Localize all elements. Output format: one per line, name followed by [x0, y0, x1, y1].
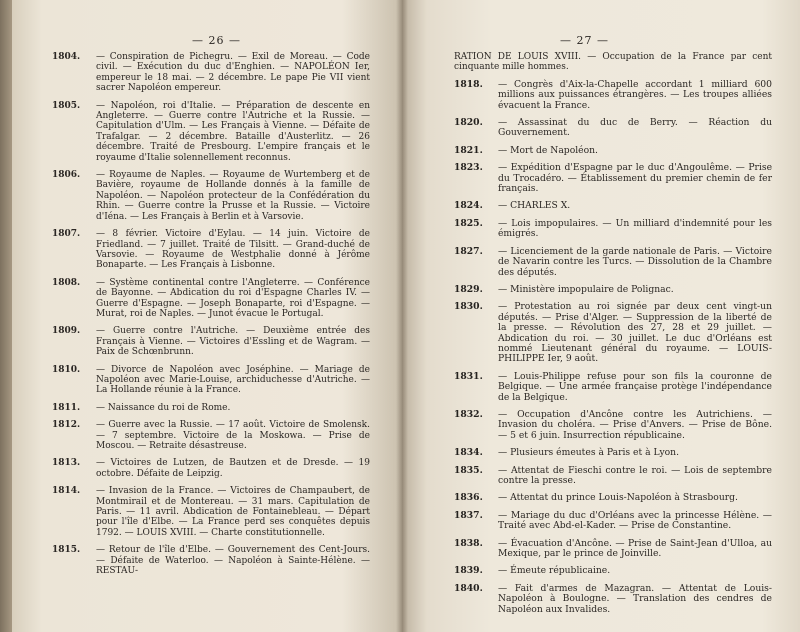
entry-year: 1840.	[454, 582, 483, 594]
entry-text: — Assassinat du duc de Berry. — Réaction du Gouvernement.	[498, 117, 772, 139]
timeline-entry	[454, 302, 772, 364]
timeline-entry	[52, 420, 370, 451]
entry-year: 1807.	[52, 229, 81, 240]
entry-text: — Attentat de Fieschi contre le roi. — Lois de septembre contre la presse.	[498, 464, 772, 486]
entry-text: — CHARLES X.	[498, 200, 571, 212]
entry-text: — Ministère impopulaire de Polignac.	[498, 283, 674, 295]
entry-year: 1809.	[52, 326, 81, 337]
entry-year: 1837.	[454, 509, 483, 521]
timeline-entry	[454, 247, 772, 278]
timeline-entry	[52, 326, 370, 357]
entry-year: 1810.	[52, 364, 81, 375]
entry-year: 1815.	[52, 545, 81, 556]
entry-text: — Mort de Napoléon.	[498, 144, 598, 156]
timeline-entry	[454, 584, 772, 615]
timeline-entry	[52, 458, 370, 479]
entry-text: — Victoires de Lutzen, de Bautzen et de Dresde. — 19 octobre. Défaite de Leipzig.	[96, 458, 370, 479]
entry-year: 1818.	[454, 78, 483, 90]
entry-year: 1806.	[52, 170, 81, 181]
entry-text: — Système continental contre l'Angleterre. — Conférence de Bayonne. — Abdication du roi d'Espagne Charles IV. — Guerre d'Espagne. — Joseph Bonaparte, roi d'Espagne. — Murat, roi de Naples. — Junot évacue le Portugal.	[96, 277, 370, 319]
timeline-entry	[52, 101, 370, 163]
entry-year: 1835.	[454, 464, 483, 476]
entry-list	[52, 52, 370, 583]
entry-text: — Conspiration de Pichegru. — Exil de Moreau. — Code civil. — Exécution du duc d'Enghien. — NAPOLÉON Ier, empereur le 18 mai. — 2 décembre. Le pape Pie VII vient sacrer Napoléon empereur.	[96, 52, 370, 94]
entry-text: — Licenciement de la garde nationale de Paris. — Victoire de Navarin contre les Turcs. — Dissolution de la Chambre des députés.	[498, 245, 772, 278]
timeline-entry	[52, 229, 370, 271]
entry-year: 1811.	[52, 402, 81, 413]
entry-text: — Retour de l'île d'Elbe. — Gouvernement des Cent-Jours. — Défaite de Waterloo. — Napoléon à Sainte-Hélène. — RESTAU-	[96, 545, 370, 577]
timeline-entry	[454, 410, 772, 441]
entry-text: — Expédition d'Espagne par le duc d'Angoulême. — Prise du Trocadéro. — Établissement du premier chemin de fer français.	[498, 162, 772, 195]
timeline-entry	[52, 403, 370, 413]
entry-year: 1823.	[454, 162, 483, 174]
entry-text: — Louis-Philippe refuse pour son fils la couronne de Belgique. — Une armée française protège l'indépendance de la Belgique.	[498, 370, 772, 403]
entry-list	[454, 52, 772, 622]
entry-text: — Mariage du duc d'Orléans avec la princesse Hélène. — Traité avec Abd-el-Kader. — Prise de Constantine.	[498, 509, 772, 532]
left-page	[12, 0, 402, 632]
timeline-entry	[454, 448, 772, 458]
entry-year: 1839.	[454, 565, 483, 577]
entry-text: — Lois impopulaires. — Un milliard d'indemnité pour les émigrés.	[498, 217, 772, 240]
entry-text: — Divorce de Napoléon avec Joséphine. — Mariage de Napoléon avec Marie-Louise, archiduchesse d'Autriche. — La Hollande réunie à la France.	[96, 364, 370, 396]
right-page	[402, 0, 800, 632]
timeline-entry	[454, 285, 772, 295]
entry-text: — Congrès d'Aix-la-Chapelle accordant 1 milliard 600 millions aux puissances étrangères. — Les troupes alliées évacuent la France.	[498, 78, 772, 111]
entry-text: — Royaume de Naples. — Royaume de Wurtemberg et de Bavière, royaume de Hollande donnés à la famille de Napoléon. — Napoléon protecteur de la Confédération du Rhin. — Guerre contre la Prusse et la Russie. — Victoire d'Iéna. — Les Français à Berlin et à Varsovie.	[96, 170, 370, 222]
entry-text: — Guerre avec la Russie. — 17 août. Victoire de Smolensk. — 7 septembre. Victoire de la Moskowa. — Prise de Moscou. — Retraite désastreuse.	[96, 420, 370, 451]
timeline-entry	[52, 278, 370, 320]
entry-text: — Invasion de la France. — Victoires de Champaubert, de Montmirail et de Montereau. — 31 mars. Capitulation de Paris. — 11 avril. Abdication de Fontainebleau. — Départ pour l'île d'Elbe. — La France perd ses conquêtes depuis 1792. — LOUIS XVIII. — Charte constitutionnelle.	[96, 486, 370, 538]
timeline-entry	[454, 163, 772, 194]
entry-year: 1827.	[454, 245, 483, 257]
entry-year: 1836.	[454, 492, 483, 504]
entry-year: 1812.	[52, 420, 81, 431]
entry-year: 1829.	[454, 283, 483, 295]
entry-text: — Protestation au roi signée par deux cent vingt-un députés. — Prise d'Alger. — Suppression de la liberté de la presse. — Révolution des 27, 28 et 29 juillet. — Abdication du roi. — 30 juillet. Le duc d'Orléans est nommé Lieutenant général du royaume. — LOUIS-PHILIPPE Ier, 9 août.	[498, 301, 772, 365]
timeline-entry	[454, 80, 772, 111]
timeline-entry	[52, 170, 370, 222]
entry-text: — Plusieurs émeutes à Paris et à Lyon.	[498, 447, 680, 459]
timeline-entry	[454, 219, 772, 240]
entry-text: — Fait d'armes de Mazagran. — Attentat de Louis-Napoléon à Boulogne. — Translation des cendres de Napoléon aux Invalides.	[498, 582, 772, 615]
entry-year: 1832.	[454, 408, 483, 420]
timeline-entry	[454, 466, 772, 487]
timeline-entry	[52, 52, 370, 94]
entry-year: 1808.	[52, 277, 81, 288]
entry-year: 1825.	[454, 217, 483, 229]
entry-text: — Émeute républicaine.	[498, 565, 611, 577]
timeline-entry	[454, 118, 772, 139]
entry-year: 1834.	[454, 447, 483, 459]
timeline-entry	[52, 545, 370, 576]
timeline-entry	[454, 493, 772, 503]
entry-year: 1814.	[52, 486, 81, 497]
page-number: — 26 —	[192, 34, 241, 47]
entry-year: 1804.	[52, 52, 81, 62]
entry-year: 1821.	[454, 144, 483, 156]
timeline-entry	[454, 372, 772, 403]
entry-text: — Évacuation d'Ancône. — Prise de Saint-Jean d'Ulloa, au Mexique, par le prince de Joinville.	[498, 537, 772, 560]
timeline-entry	[454, 146, 772, 156]
entry-year: 1805.	[52, 100, 81, 111]
timeline-entry	[454, 539, 772, 560]
entry-year: 1824.	[454, 200, 483, 212]
entry-text: — Naissance du roi de Rome.	[96, 402, 231, 413]
entry-text: — 8 février. Victoire d'Eylau. — 14 juin. Victoire de Friedland. — 7 juillet. Traité de Tilsitt. — Grand-duché de Varsovie. — Royaume de Westphalie donné à Jérôme Bonaparte. — Les Français à Lisbonne.	[96, 229, 370, 271]
timeline-entry	[454, 511, 772, 532]
entry-year: 1831.	[454, 370, 483, 382]
entry-text: — Guerre contre l'Autriche. — Deuxième entrée des Français à Vienne. — Victoires d'Essling et de Wagram. — Paix de Schœnbrunn.	[96, 326, 370, 358]
entry-text: — Napoléon, roi d'Italie. — Préparation de descente en Angleterre. — Guerre contre l'Autriche et la Russie. — Capitulation d'Ulm. — Les Français à Vienne. — Défaite de Trafalgar. — 2 décembre. Bataille d'Austerlitz. — 26 décembre. Traité de Presbourg. L'empire français et le royaume d'Italie solennellement reconnus.	[96, 100, 370, 163]
timeline-entry	[52, 486, 370, 538]
page-number: — 27 —	[560, 34, 609, 47]
continuation-text: RATION DE LOUIS XVIII. — Occupation de la France par cent cinquante mille hommes.	[454, 52, 772, 73]
timeline-entry	[52, 365, 370, 396]
entry-text: — Occupation d'Ancône contre les Autrichiens. — Invasion du choléra. — Prise d'Anvers. — Prise de Bône. — 5 et 6 juin. Insurrection républicaine.	[498, 408, 772, 441]
timeline-entry	[454, 566, 772, 576]
entry-year: 1830.	[454, 301, 483, 313]
book-gutter	[396, 0, 408, 632]
timeline-entry	[454, 201, 772, 211]
entry-year: 1820.	[454, 117, 483, 129]
entry-year: 1838.	[454, 537, 483, 549]
entry-text: — Attentat du prince Louis-Napoléon à Strasbourg.	[498, 492, 738, 504]
entry-year: 1813.	[52, 458, 81, 469]
